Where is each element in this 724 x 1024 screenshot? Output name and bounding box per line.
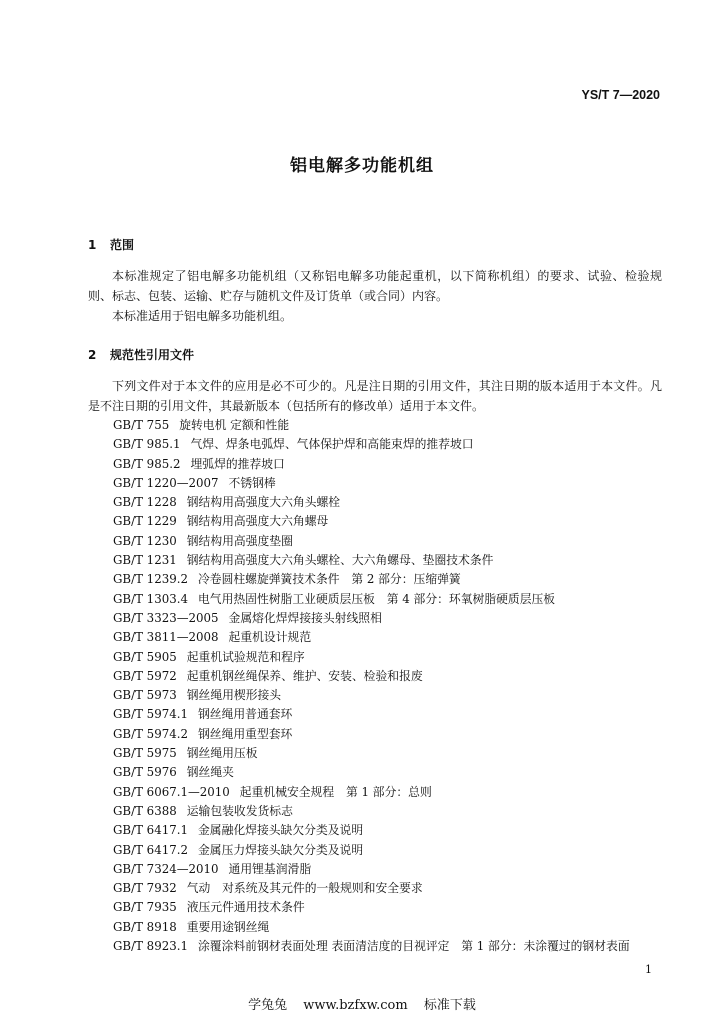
reference-code: GB/T 7932: [113, 881, 177, 896]
reference-title: 钢结构用高强度大六角螺母: [186, 514, 329, 529]
reference-code: GB/T 1303.4: [113, 591, 188, 606]
reference-code: GB/T 1228: [113, 495, 177, 510]
reference-code: GB/T 5974.1: [113, 707, 188, 722]
reference-title: 钢丝绳用普通套环: [197, 707, 293, 722]
reference-item: [113, 609, 630, 628]
reference-item: [113, 821, 630, 840]
reference-title: 钢丝绳用重型套环: [197, 726, 293, 741]
reference-item: [113, 493, 630, 512]
section-title: 范围: [110, 238, 135, 252]
reference-code: GB/T 1231: [113, 553, 177, 568]
reference-title: 埋弧焊的推荐坡口: [190, 456, 285, 471]
reference-item: [113, 648, 630, 667]
reference-code: GB/T 5975: [113, 746, 177, 761]
reference-item: [113, 744, 630, 763]
reference-code: GB/T 6417.2: [113, 842, 188, 857]
reference-item: [113, 860, 630, 879]
reference-code: GB/T 7324—2010: [113, 861, 219, 876]
reference-code: GB/T 5973: [113, 688, 177, 703]
reference-code: GB/T 6417.1: [113, 823, 188, 838]
reference-title: 钢丝绳用压板: [186, 746, 258, 761]
scope-paragraph-1: 本标准规定了铝电解多功能机组（又称铝电解多功能起重机，以下简称机组）的要求、试验、检验规则、标志、包装、运输、贮存与随机文件及订货单（或合同）内容。: [88, 269, 662, 303]
reference-item: [113, 802, 630, 821]
footer-site-name: 学兔兔: [248, 998, 288, 1013]
reference-item: [113, 918, 630, 937]
reference-item: [113, 763, 630, 782]
reference-title: 金属融化焊接头缺欠分类及说明: [197, 823, 364, 838]
reference-item: [113, 570, 630, 589]
page-number: 1: [645, 963, 652, 976]
reference-title: 钢结构用高强度大六角头螺栓: [186, 495, 341, 510]
reference-item: [113, 686, 630, 705]
section-number: 1: [88, 238, 97, 252]
reference-title: 旋转电机 定额和性能: [179, 418, 290, 432]
reference-title: 冷卷圆柱螺旋弹簧技术条件 第 2 部分：压缩弹簧: [197, 572, 461, 587]
reference-code: GB/T 7935: [113, 900, 177, 915]
reference-item: [113, 416, 630, 435]
reference-title: 起重机钢丝绳保养、维护、安装、检验和报废: [186, 668, 423, 683]
reference-item: [113, 474, 630, 493]
reference-code: GB/T 985.1: [113, 437, 181, 452]
reference-code: GB/T 3811—2008: [113, 630, 219, 645]
section-heading-scope: [88, 236, 134, 253]
reference-title: 不锈钢棒: [228, 475, 276, 490]
reference-title: 重要用途钢丝绳: [186, 919, 270, 934]
reference-item: [113, 551, 630, 570]
reference-code: GB/T 5972: [113, 668, 177, 683]
reference-item: [113, 435, 630, 454]
reference-code: GB/T 8923.1: [113, 939, 188, 954]
reference-code: GB/T 1229: [113, 514, 177, 529]
reference-code: GB/T 8918: [113, 919, 177, 934]
reference-item: [113, 590, 630, 609]
footer-url[interactable]: www.bzfxw.com: [303, 998, 408, 1013]
references-intro-paragraph: 下列文件对于本文件的应用是必不可少的。凡是注日期的引用文件，其注日期的版本适用于本文件。凡是不注日期的引用文件，其最新版本（包括所有的修改单）适用于本文件。: [88, 379, 662, 413]
reference-code: GB/T 985.2: [113, 456, 181, 471]
reference-title: 起重机试验规范和程序: [186, 649, 305, 664]
standard-code: YS/T 7—2020: [581, 88, 660, 102]
reference-title: 钢结构用高强度垫圈: [186, 533, 293, 548]
reference-item: [113, 841, 630, 860]
reference-item: [113, 705, 630, 724]
reference-item: [113, 725, 630, 744]
reference-title: 电气用热固性树脂工业硬质层压板 第 4 部分：环氧树脂硬质层压板: [197, 591, 556, 606]
reference-code: GB/T 1220—2007: [113, 475, 219, 490]
reference-item: [113, 898, 630, 917]
section-number: 2: [88, 348, 97, 362]
section-heading-normative-references: [88, 346, 194, 363]
reference-code: GB/T 3323—2005: [113, 610, 219, 625]
reference-item: [113, 532, 630, 551]
reference-item: [113, 937, 630, 956]
reference-code: GB/T 1239.2: [113, 572, 188, 587]
reference-title: 涂覆涂料前钢材表面处理 表面清洁度的目视评定 第 1 部分：未涂覆过的钢材表面: [197, 939, 630, 954]
footer-watermark: [0, 994, 724, 1013]
document-title: 铝电解多功能机组: [290, 156, 434, 176]
reference-title: 气焊、焊条电弧焊、气体保护焊和高能束焊的推荐坡口: [190, 437, 474, 452]
reference-title: 运输包装收发货标志: [186, 803, 293, 818]
reference-code: GB/T 5974.2: [113, 726, 188, 741]
reference-code: GB/T 5976: [113, 765, 177, 780]
scope-paragraph-2: 本标准适用于铝电解多功能机组。: [112, 309, 293, 323]
section-title: 规范性引用文件: [110, 348, 195, 362]
reference-title: 通用锂基润滑脂: [228, 861, 312, 876]
reference-item: [113, 783, 630, 802]
reference-code: GB/T 5905: [113, 649, 177, 664]
reference-title: 钢丝绳夹: [186, 765, 234, 780]
reference-item: [113, 512, 630, 531]
reference-title: 钢丝绳用楔形接头: [186, 688, 282, 703]
reference-item: [113, 628, 630, 647]
footer-tagline: 标准下载: [423, 998, 476, 1013]
reference-title: 液压元件通用技术条件: [186, 900, 305, 915]
reference-code: GB/T 755: [113, 418, 170, 432]
reference-code: GB/T 6388: [113, 803, 177, 818]
reference-list: [113, 416, 630, 956]
reference-code: GB/T 1230: [113, 533, 177, 548]
reference-title: 金属熔化焊焊接接头射线照相: [228, 610, 382, 625]
reference-title: 起重机械安全规程 第 1 部分：总则: [239, 784, 432, 799]
reference-code: GB/T 6067.1—2010: [113, 784, 230, 799]
reference-title: 金属压力焊接头缺欠分类及说明: [197, 842, 364, 857]
reference-title: 气动 对系统及其元件的一般规则和安全要求: [186, 881, 423, 896]
reference-title: 钢结构用高强度大六角头螺栓、大六角螺母、垫圈技术条件: [186, 553, 494, 568]
reference-item: [113, 455, 630, 474]
reference-item: [113, 879, 630, 898]
reference-title: 起重机设计规范: [228, 630, 312, 645]
reference-item: [113, 667, 630, 686]
